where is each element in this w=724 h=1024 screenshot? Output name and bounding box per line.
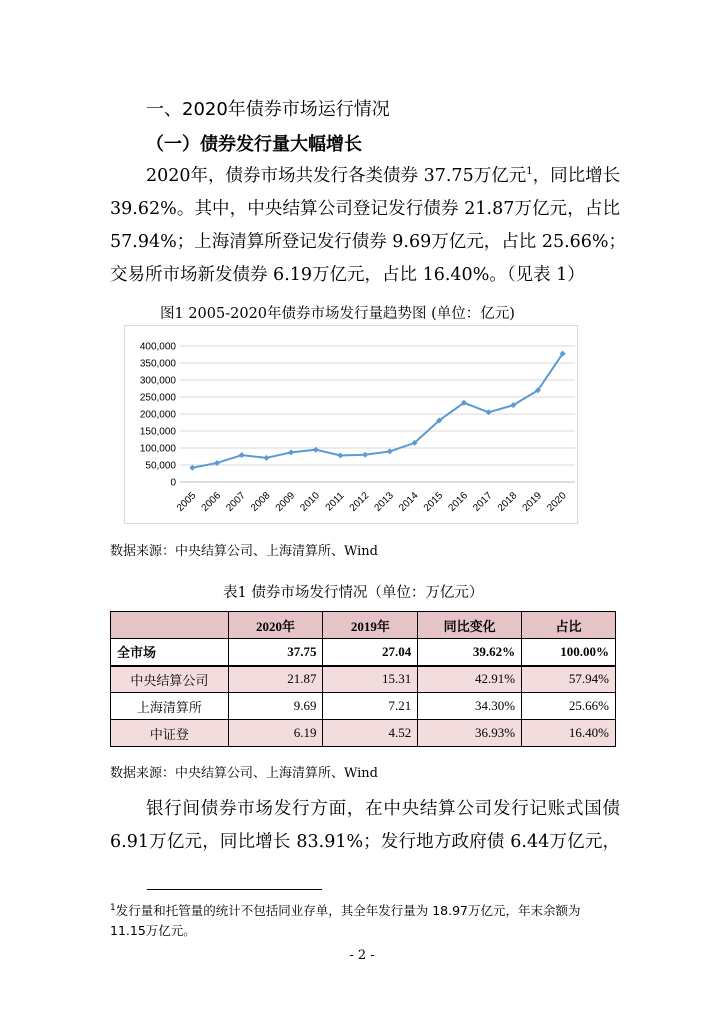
x-tick-label: 2018 — [495, 490, 520, 514]
table-cell: 25.66% — [522, 693, 616, 720]
table-cell: 39.62% — [418, 639, 522, 666]
paragraph-line: 57.94%；上海清算所登记发行债券 9.69万亿元，占比 25.66%； — [110, 232, 627, 252]
x-tick-label: 2005 — [174, 490, 199, 514]
data-point — [189, 465, 195, 471]
x-tick-label: 2009 — [273, 490, 298, 514]
y-tick-label: 100,000 — [139, 443, 176, 455]
section-heading: 一、2020年债券市场运行情况 — [146, 99, 390, 120]
data-source-note: 数据来源：中央结算公司、上海清算所、Wind — [110, 766, 378, 781]
data-point — [288, 449, 294, 455]
table-cell: 34.30% — [418, 693, 522, 720]
footnote-marker: 1 — [110, 903, 116, 913]
x-tick-label: 2020 — [545, 490, 569, 514]
row-label: 全市场 — [111, 639, 229, 666]
table-cell: 100.00% — [522, 639, 616, 666]
row-label: 中央结算公司 — [111, 666, 229, 693]
data-source-note: 数据来源：中央结算公司、上海清算所、Wind — [110, 544, 378, 559]
y-tick-label: 350,000 — [139, 358, 176, 370]
data-point — [337, 452, 343, 458]
x-tick-label: 2014 — [397, 490, 421, 514]
paragraph-line: 39.62%。其中，中央结算公司登记发行债券 21.87万亿元，占比 — [110, 199, 620, 219]
page-number: - 2 - — [349, 948, 375, 963]
table-header-cell: 2020年 — [228, 612, 323, 639]
x-tick-label: 2016 — [446, 490, 471, 514]
subsection-heading: （一）债券发行量大幅增长 — [146, 134, 362, 155]
paragraph-line: 2020年，债券市场共发行各类债券 37.75万亿元$^1$，同比增长 — [146, 166, 621, 186]
table-cell: 21.87 — [228, 666, 323, 693]
table-cell: 9.69 — [228, 693, 323, 720]
footnote-reference[interactable]: 1 — [526, 166, 533, 178]
table-cell: 27.04 — [323, 639, 418, 666]
row-label: 中证登 — [111, 720, 229, 747]
paragraph-line: 交易所市场新发债券 6.19万亿元，占比 16.40%。（见表 1） — [110, 265, 585, 285]
y-tick-label: 200,000 — [139, 409, 176, 421]
data-point — [387, 448, 393, 454]
footnote-text: 发行量和托管量的统计不包括同业存单，其全年发行量为 18.97万亿元，年末余额为 11.15万亿元。 — [110, 903, 581, 939]
series-line — [192, 354, 562, 468]
x-tick-label: 2019 — [520, 490, 545, 514]
table-cell: 36.93% — [418, 720, 522, 747]
table-cell: 4.52 — [323, 720, 418, 747]
row-label: 上海清算所 — [111, 693, 229, 720]
table-row-total-market — [111, 639, 616, 666]
y-tick-label: 0 — [170, 477, 176, 489]
paragraph-line: 6.91万亿元，同比增长 83.91%；发行地方政府债 6.44万亿元， — [110, 832, 620, 852]
footnote-divider — [147, 889, 322, 890]
data-point — [239, 452, 245, 458]
table-header-cell: 占比 — [522, 612, 616, 639]
y-tick-label: 250,000 — [139, 392, 176, 404]
table-cell: 57.94% — [522, 666, 616, 693]
x-tick-label: 2011 — [323, 490, 347, 514]
table-cell: 15.31 — [323, 666, 418, 693]
table-row — [111, 666, 616, 693]
table-header-cell: 2019年 — [323, 612, 418, 639]
x-tick-label: 2006 — [199, 490, 224, 514]
table-caption: 表1 债券市场发行情况（单位：万亿元） — [223, 585, 484, 601]
paragraph-issuance — [110, 160, 627, 292]
y-tick-label: 400,000 — [139, 341, 176, 353]
table-cell: 16.40% — [522, 720, 616, 747]
table-cell: 6.19 — [228, 720, 323, 747]
figure-caption: 图1 2005-2020年债券市场发行量趋势图 (单位：亿元) — [160, 306, 515, 322]
table-cell: 37.75 — [228, 639, 323, 666]
paragraph-line: 银行间债券市场发行方面，在中央结算公司发行记账式国债 — [146, 799, 620, 819]
issuance-table — [110, 611, 616, 747]
table-header-row — [111, 612, 616, 639]
table-row — [111, 693, 616, 720]
data-point — [263, 455, 269, 461]
footnote — [110, 898, 620, 941]
table-cell: 42.91% — [418, 666, 522, 693]
x-tick-label: 2007 — [224, 490, 248, 514]
x-tick-label: 2015 — [421, 490, 446, 514]
issuance-trend-chart — [124, 325, 578, 524]
x-tick-label: 2008 — [249, 490, 273, 514]
table-row — [111, 720, 616, 747]
x-tick-label: 2017 — [471, 490, 495, 514]
data-point — [362, 452, 368, 458]
table-header-cell — [111, 612, 229, 639]
x-tick-label: 2010 — [298, 490, 322, 514]
chart-canvas — [125, 326, 579, 525]
table-header-cell: 同比变化 — [418, 612, 522, 639]
x-tick-label: 2013 — [372, 490, 396, 514]
y-tick-label: 300,000 — [139, 375, 176, 387]
table-cell: 7.21 — [323, 693, 418, 720]
x-tick-label: 2012 — [347, 490, 372, 514]
paragraph-interbank — [110, 793, 620, 859]
y-tick-label: 150,000 — [139, 426, 176, 438]
y-tick-label: 50,000 — [145, 460, 176, 472]
